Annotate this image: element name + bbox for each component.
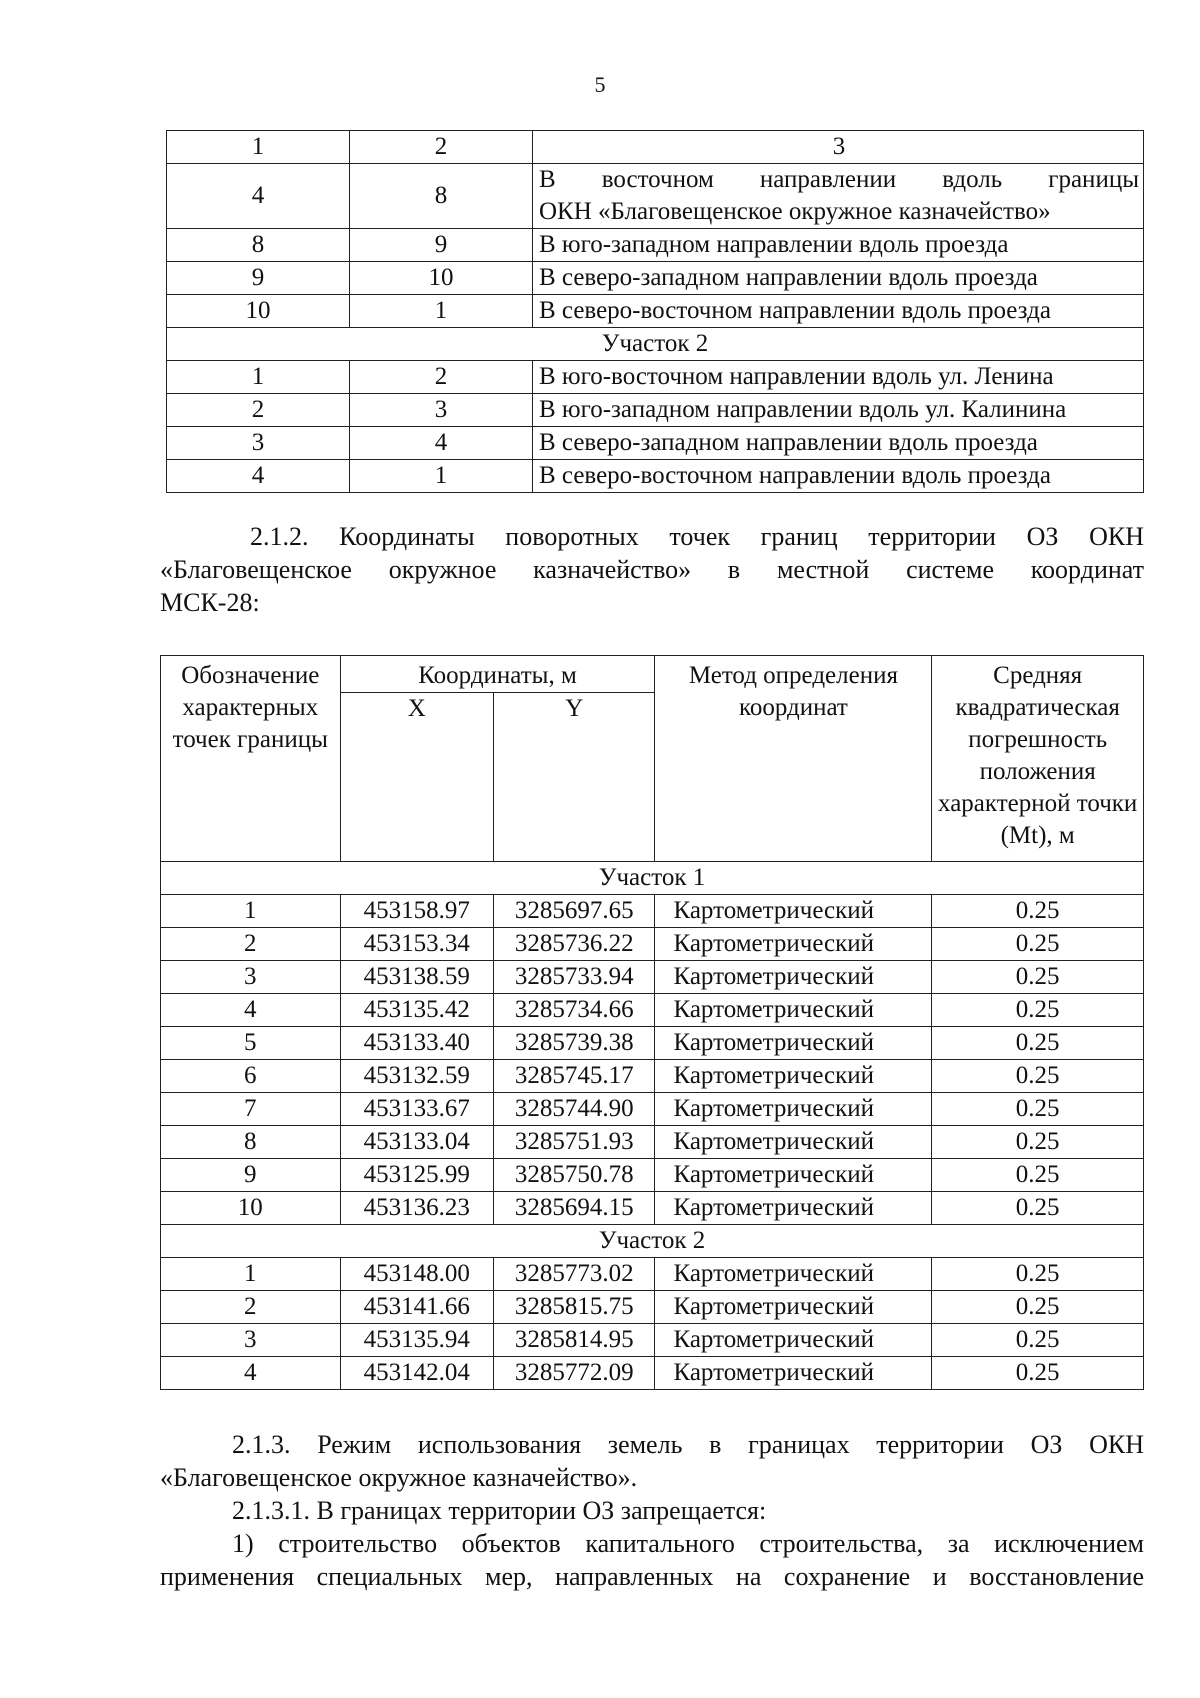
table-row xyxy=(161,994,1144,1027)
from-point: 3 xyxy=(167,427,350,460)
table-row xyxy=(167,262,1144,295)
to-point: 8 xyxy=(350,164,533,229)
error-value: 0.25 xyxy=(932,895,1144,928)
method: Картометрический xyxy=(655,961,932,994)
description-line: ОКН «Благовещенское окружное казначейство» xyxy=(539,198,1051,225)
from-point: 4 xyxy=(167,460,350,493)
direction-description: В юго-западном направлении вдоль ул. Калинина xyxy=(533,394,1144,427)
y-coordinate: 3285697.65 xyxy=(494,895,655,928)
method: Картометрический xyxy=(655,1357,932,1390)
section-title: Участок 2 xyxy=(161,1225,1144,1258)
y-coordinate: 3285744.90 xyxy=(494,1093,655,1126)
table-row xyxy=(161,1126,1144,1159)
point-label: 3 xyxy=(161,961,341,994)
point-label: 2 xyxy=(161,928,341,961)
point-label: 3 xyxy=(161,1324,341,1357)
section-row xyxy=(161,862,1144,895)
x-coordinate: 453133.67 xyxy=(340,1093,493,1126)
table-row xyxy=(167,460,1144,493)
method: Картометрический xyxy=(655,1159,932,1192)
method: Картометрический xyxy=(655,1093,932,1126)
table-row xyxy=(167,295,1144,328)
table-row xyxy=(167,361,1144,394)
header-method: Метод определения координат xyxy=(655,656,932,862)
boundary-description-table xyxy=(166,130,1144,493)
y-coordinate: 3285750.78 xyxy=(494,1159,655,1192)
error-value: 0.25 xyxy=(932,1324,1144,1357)
section-row xyxy=(161,1225,1144,1258)
error-value: 0.25 xyxy=(932,1291,1144,1324)
y-coordinate: 3285736.22 xyxy=(494,928,655,961)
land-use-paragraph xyxy=(160,1428,1144,1593)
point-label: 2 xyxy=(161,1291,341,1324)
x-coordinate: 453138.59 xyxy=(340,961,493,994)
y-coordinate: 3285694.15 xyxy=(494,1192,655,1225)
from-point: 9 xyxy=(167,262,350,295)
point-label: 7 xyxy=(161,1093,341,1126)
section2-rows xyxy=(161,1258,1144,1390)
error-value: 0.25 xyxy=(932,1093,1144,1126)
to-point: 10 xyxy=(350,262,533,295)
direction-description: В северо-западном направлении вдоль проезда xyxy=(533,262,1144,295)
method: Картометрический xyxy=(655,1192,932,1225)
y-coordinate: 3285773.02 xyxy=(494,1258,655,1291)
point-label: 5 xyxy=(161,1027,341,1060)
table-row xyxy=(161,1258,1144,1291)
table-row xyxy=(167,229,1144,262)
coordinates-paragraph xyxy=(160,520,1144,619)
y-coordinate: 3285733.94 xyxy=(494,961,655,994)
y-coordinate: 3285734.66 xyxy=(494,994,655,1027)
to-point: 2 xyxy=(350,361,533,394)
y-coordinate: 3285814.95 xyxy=(494,1324,655,1357)
direction-description: В юго-восточном направлении вдоль ул. Ленина xyxy=(533,361,1144,394)
header-coordinates: Координаты, м xyxy=(340,656,655,693)
method: Картометрический xyxy=(655,1324,932,1357)
x-coordinate: 453135.94 xyxy=(340,1324,493,1357)
table-row xyxy=(161,1027,1144,1060)
table-row xyxy=(161,1291,1144,1324)
error-value: 0.25 xyxy=(932,1027,1144,1060)
y-coordinate: 3285815.75 xyxy=(494,1291,655,1324)
from-point: 4 xyxy=(167,164,350,229)
from-point: 8 xyxy=(167,229,350,262)
table-row xyxy=(167,427,1144,460)
x-coordinate: 453133.40 xyxy=(340,1027,493,1060)
direction-description: В северо-восточном направлении вдоль проезда xyxy=(533,295,1144,328)
error-value: 0.25 xyxy=(932,1192,1144,1225)
direction-description xyxy=(533,164,1144,229)
point-label: 6 xyxy=(161,1060,341,1093)
method: Картометрический xyxy=(655,928,932,961)
point-label: 4 xyxy=(161,1357,341,1390)
method: Картометрический xyxy=(655,1258,932,1291)
table-row xyxy=(161,1159,1144,1192)
point-label: 1 xyxy=(161,1258,341,1291)
to-point: 9 xyxy=(350,229,533,262)
coordinates-table xyxy=(160,655,1144,1390)
error-value: 0.25 xyxy=(932,1258,1144,1291)
table-row xyxy=(161,1093,1144,1126)
table-row xyxy=(161,928,1144,961)
header-y: Y xyxy=(494,693,655,862)
direction-description: В северо-восточном направлении вдоль проезда xyxy=(533,460,1144,493)
paragraph-line: 2.1.3. Режим использования земель в границах территории ОЗ ОКН xyxy=(232,1430,1144,1459)
header-points: Обозначение характерных точек границы xyxy=(161,656,341,862)
paragraph-line: 2.1.2. Координаты поворотных точек границ территории ОЗ ОКН xyxy=(250,522,1144,551)
section1-rows xyxy=(161,895,1144,1225)
table-row xyxy=(161,1357,1144,1390)
y-coordinate: 3285739.38 xyxy=(494,1027,655,1060)
point-label: 8 xyxy=(161,1126,341,1159)
method: Картометрический xyxy=(655,1291,932,1324)
method: Картометрический xyxy=(655,1126,932,1159)
header-cell: 3 xyxy=(533,131,1144,164)
error-value: 0.25 xyxy=(932,1159,1144,1192)
x-coordinate: 453142.04 xyxy=(340,1357,493,1390)
y-coordinate: 3285745.17 xyxy=(494,1060,655,1093)
header-cell: 2 xyxy=(350,131,533,164)
error-value: 0.25 xyxy=(932,1357,1144,1390)
direction-description: В юго-западном направлении вдоль проезда xyxy=(533,229,1144,262)
method: Картометрический xyxy=(655,895,932,928)
paragraph-line: МСК-28: xyxy=(160,588,260,617)
table-row xyxy=(161,895,1144,928)
from-point: 10 xyxy=(167,295,350,328)
table-row xyxy=(161,1192,1144,1225)
to-point: 3 xyxy=(350,394,533,427)
method: Картометрический xyxy=(655,1027,932,1060)
table-header-row xyxy=(167,131,1144,164)
x-coordinate: 453132.59 xyxy=(340,1060,493,1093)
paragraph-line: «Благовещенское окружное казначейство» в местной системе координат xyxy=(160,555,1144,584)
table-header-row xyxy=(161,656,1144,693)
header-x: X xyxy=(340,693,493,862)
x-coordinate: 453158.97 xyxy=(340,895,493,928)
x-coordinate: 453153.34 xyxy=(340,928,493,961)
method: Картометрический xyxy=(655,1060,932,1093)
y-coordinate: 3285772.09 xyxy=(494,1357,655,1390)
point-label: 9 xyxy=(161,1159,341,1192)
table-row xyxy=(167,394,1144,427)
section-title: Участок 2 xyxy=(167,328,1144,361)
point-label: 4 xyxy=(161,994,341,1027)
to-point: 1 xyxy=(350,295,533,328)
to-point: 1 xyxy=(350,460,533,493)
error-value: 0.25 xyxy=(932,928,1144,961)
table-row xyxy=(161,1060,1144,1093)
to-point: 4 xyxy=(350,427,533,460)
page-number: 5 xyxy=(594,72,606,97)
error-value: 0.25 xyxy=(932,1060,1144,1093)
section-row xyxy=(167,328,1144,361)
paragraph-line: применения специальных мер, направленных на сохранение и восстановление xyxy=(160,1562,1144,1591)
x-coordinate: 453136.23 xyxy=(340,1192,493,1225)
x-coordinate: 453133.04 xyxy=(340,1126,493,1159)
from-point: 2 xyxy=(167,394,350,427)
direction-description: В северо-западном направлении вдоль проезда xyxy=(533,427,1144,460)
table-row xyxy=(167,164,1144,229)
header-cell: 1 xyxy=(167,131,350,164)
header-error: Средняя квадратическая погрешность положения характерной точки (Mt), м xyxy=(932,656,1144,862)
error-value: 0.25 xyxy=(932,961,1144,994)
table-row xyxy=(161,1324,1144,1357)
x-coordinate: 453125.99 xyxy=(340,1159,493,1192)
point-label: 10 xyxy=(161,1192,341,1225)
table-row xyxy=(161,961,1144,994)
error-value: 0.25 xyxy=(932,1126,1144,1159)
x-coordinate: 453141.66 xyxy=(340,1291,493,1324)
y-coordinate: 3285751.93 xyxy=(494,1126,655,1159)
error-value: 0.25 xyxy=(932,994,1144,1027)
section-title: Участок 1 xyxy=(161,862,1144,895)
x-coordinate: 453135.42 xyxy=(340,994,493,1027)
x-coordinate: 453148.00 xyxy=(340,1258,493,1291)
paragraph-line: «Благовещенское окружное казначейство». xyxy=(160,1463,638,1492)
method: Картометрический xyxy=(655,994,932,1027)
point-label: 1 xyxy=(161,895,341,928)
description-line: В восточном направлении вдоль границы xyxy=(539,166,1139,193)
paragraph-line: 1) строительство объектов капитального строительства, за исключением xyxy=(232,1529,1144,1558)
paragraph-line: 2.1.3.1. В границах территории ОЗ запрещается: xyxy=(232,1496,767,1525)
from-point: 1 xyxy=(167,361,350,394)
